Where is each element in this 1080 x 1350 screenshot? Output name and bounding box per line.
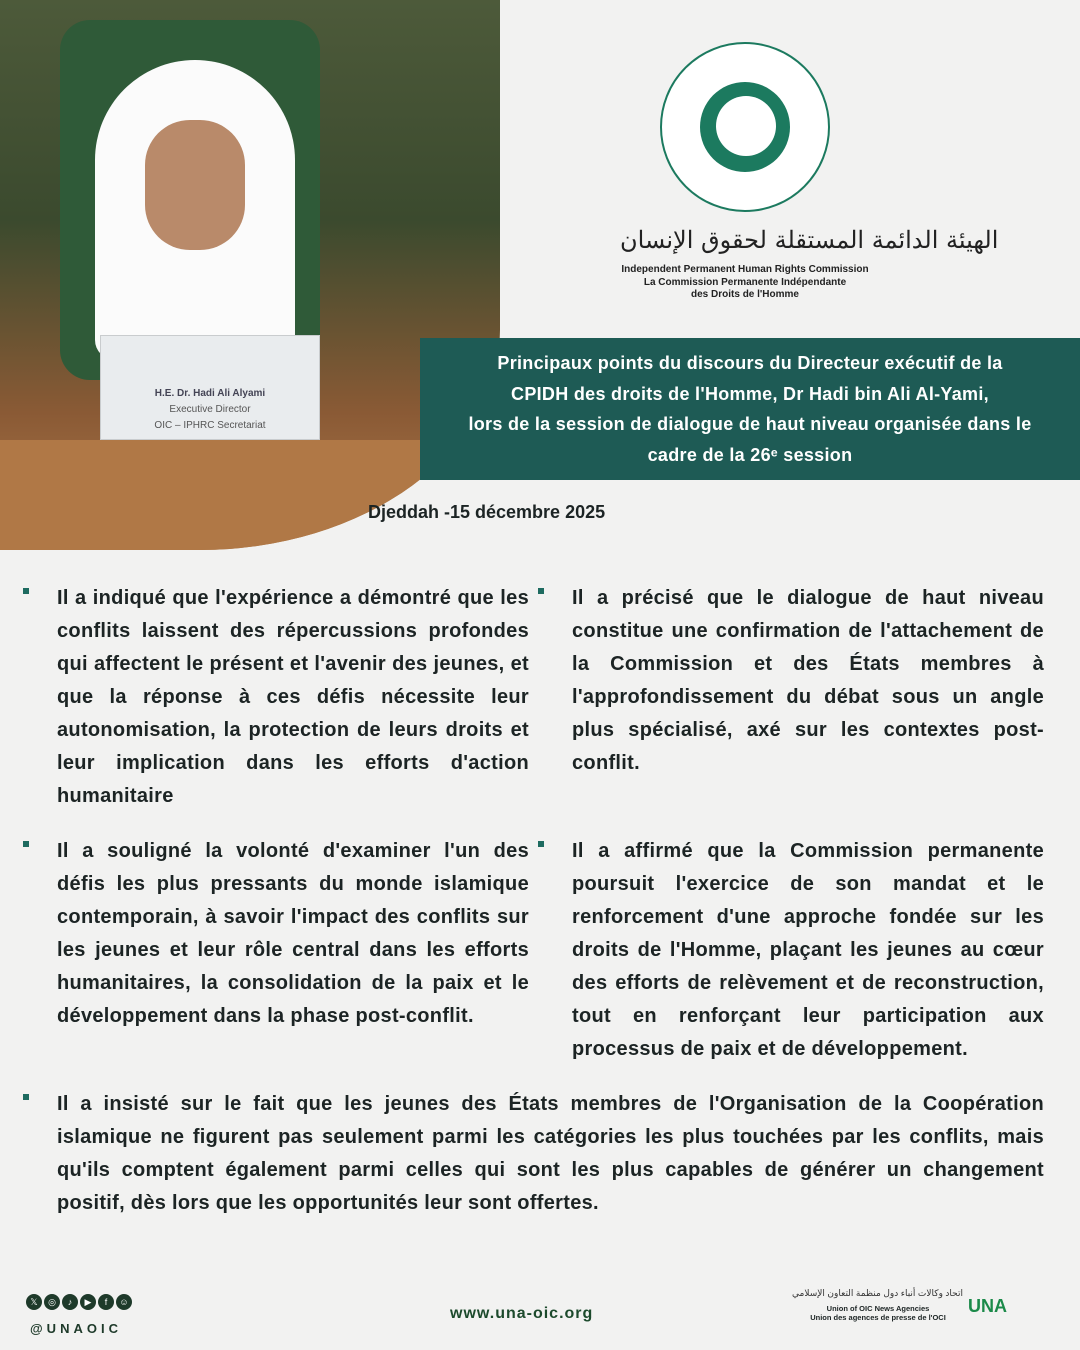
bullet-point-4: Il a affirmé que la Commission permanente poursuit l'exercice de son mandat et le renforcement d'une approche fondée sur les droits de l'Homme, plaçant les jeunes au cœur des efforts de relèvement et de reconstruction, tout en renforçant leur participation aux processus de paix et de développement.: [572, 835, 1044, 1066]
arabic-calligraphy-logo: الهيئة الدائمة المستقلة لحقوق الإنسان: [620, 226, 999, 254]
org-name-fr-2: des Droits de l'Homme: [691, 289, 799, 300]
org-names: [590, 264, 900, 302]
nameplate-name: H.E. Dr. Hadi Ali Alyami: [154, 388, 266, 399]
headline-line: Principaux points du discours du Directeur exécutif de la: [497, 353, 1003, 373]
una-names: [790, 1304, 966, 1322]
headline-line: CPIDH des droits de l'Homme, Dr Hadi bin Ali Al-Yami,: [511, 383, 989, 404]
website-link[interactable]: www.una-oic.org: [450, 1305, 594, 1322]
nameplate-title: Executive Director: [169, 404, 251, 415]
face: [145, 120, 245, 250]
nameplate-org: OIC – IPHRC Secretariat: [154, 420, 266, 431]
instagram-icon[interactable]: ◎: [44, 1294, 60, 1310]
org-name-fr-1: La Commission Permanente Indépendante: [643, 276, 847, 288]
bullet-point-5: Il a insisté sur le fait que les jeunes des États membres de l'Organisation de la Coopération islamique ne figurent pas seulement parmi les catégories les plus touchées par les conflits, mais qu'ils comptent également parmi celles qui sont les plus capables de générer un changement positif, dès lors que les opportunités leur sont offertes.: [57, 1088, 1044, 1220]
facebook-icon[interactable]: f: [98, 1294, 114, 1310]
headline-line: lors de la session de dialogue de haut niveau organisée dans le: [468, 414, 1032, 434]
social-icons: [26, 1294, 132, 1310]
tiktok-icon[interactable]: ♪: [62, 1294, 78, 1310]
nameplate: [100, 335, 320, 440]
headline-line: cadre de la 26ᵉ session: [647, 444, 853, 465]
bullet-point-1: Il a indiqué que l'expérience a démontré que les conflits laissent des répercussions profondes qui affectent le présent et l'avenir des jeunes, et que la réponse à ces défis nécessite leur autonomisation, la protection de leurs droits et leur implication dans les efforts d'action humanitaire: [57, 582, 529, 813]
bullet-point-2: Il a précisé que le dialogue de haut niveau constitue une confirmation de l'attachement de la Commission et des États membres à l'approfondissement du débat sous un angle plus spécialisé, axé sur les contextes post-conflit.: [572, 582, 1044, 813]
bullet-points: [57, 582, 1044, 1220]
dateline: Djeddah -15 décembre 2025: [368, 502, 606, 522]
headline-banner: [420, 338, 1080, 480]
social-handle: @UNAOIC: [30, 1321, 122, 1336]
una-name-fr: Union des agences de presse de l'OCI: [810, 1313, 946, 1322]
snapchat-icon[interactable]: ☺: [116, 1294, 132, 1310]
una-arabic-logo: اتحاد وكالات أنباء دول منظمة التعاون الإسلامي: [792, 1288, 963, 1298]
org-name-en: Independent Permanent Human Rights Commission: [621, 264, 869, 275]
una-logo: UNA: [968, 1296, 1007, 1316]
una-name-en: Union of OIC News Agencies: [826, 1304, 930, 1313]
youtube-icon[interactable]: ▶: [80, 1294, 96, 1310]
x-icon[interactable]: 𝕏: [26, 1294, 42, 1310]
bullet-point-3: Il a souligné la volonté d'examiner l'un des défis les plus pressants du monde islamique contemporain, à savoir l'impact des conflits sur les jeunes et leur rôle central dans les efforts humanitaires, la consolidation de la paix et le développement dans la phase post-conflit.: [57, 835, 529, 1066]
iphrc-seal-logo: [660, 42, 830, 212]
